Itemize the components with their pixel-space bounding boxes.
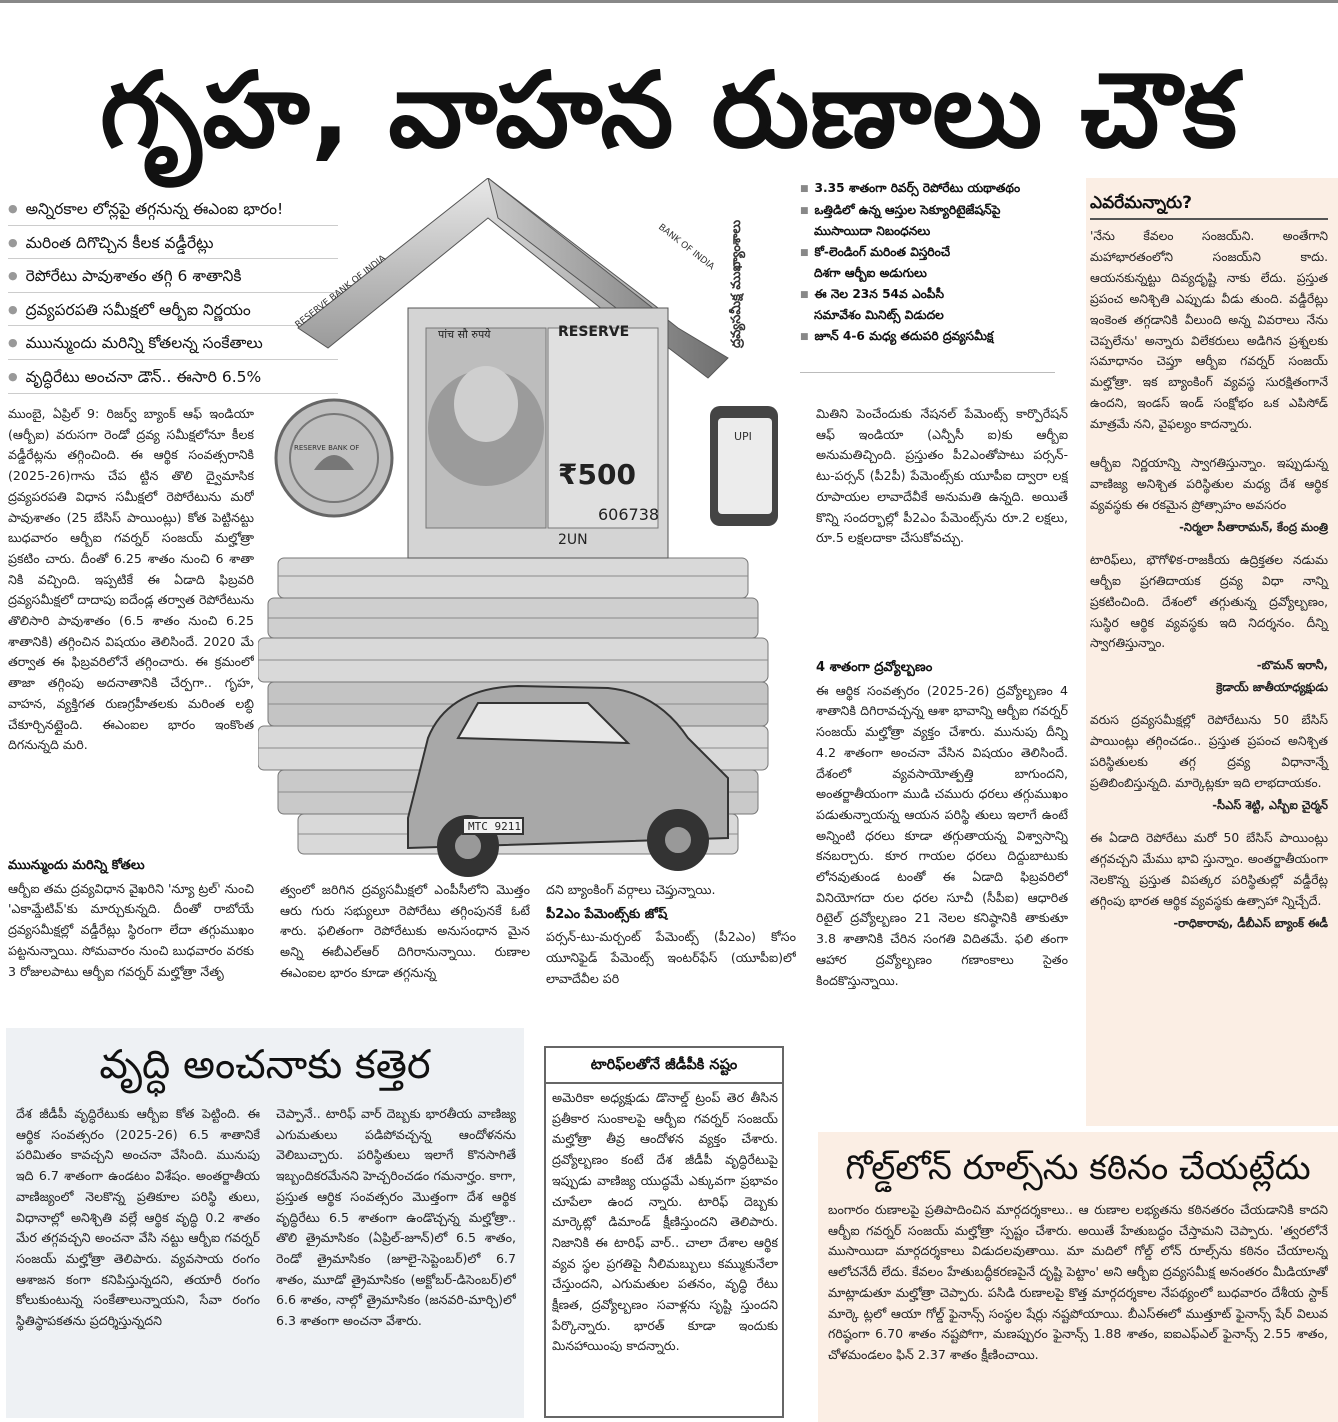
note-label: RESERVE BANK OF bbox=[294, 444, 360, 452]
highlight-item: ■ ఒత్తిడిలో ఉన్న ఆస్తుల సెక్యూరిటైజేషన్‌పై bbox=[800, 200, 1060, 222]
article-text: బంగారం రుణాలపై ప్రతిపాదించిన మార్గదర్శకాలు.. ఆ రుణాల లభ్యతను కఠినతరం చేయడానికి కాదని ఆర్బీఐ గవర్నర్ సంజయ్ మల్హోత్రా స్పష్టం చేశారు. అయితే హేతుబద్ధం చేస్తామని చెప్పారు. 'త్వరలోనే ముసాయిదా మార్గదర్శకాలు విడుదలవుతాయి. మా మదిలో గోల్డ్ లోన్ రూల్స్‌ను కఠినం చేయాలన్న ఆలోచనేదీ లేదు. కేవలం హేతుబద్ధీకరణపైనే దృష్టి పెట్టాం' అని ఆర్బీఐ ద్రవ్యసమీక్ష అనంతరం మీడియాతో మాట్లాడుతూ మల్హోత్రా చెప్పారు. పసిడి రుణాలపై కొత్త మార్గదర్శకాల నేపథ్యంలో బుధవారం దేశీయ స్టాక్ మార్కె ట్లలో ఆయా గోల్డ్ ఫైనాన్స్ సంస్థల షేర్లు నష్టపోయాయి. బీఎస్‌ఈలో ముత్తూట్ ఫైనాన్స్ షేర్ విలువ గరిష్ఠంగా 6.70 శాతం నష్టపోగా, మణప్పురం ఫైనాన్స్ 1.88 శాతం, ఐఐఎఫ్ఎల్ ఫైనాన్స్ 2.55 శాతం, చోళమండలం ఫిన్ 2.37 శాతం క్షీణించాయి. bbox=[828, 1202, 1328, 1362]
quote-attribution: -సీఎస్ శెట్టి, ఎస్బీఐ చైర్మన్ bbox=[1212, 797, 1328, 812]
money-house-graphic bbox=[258, 178, 778, 898]
bullet-item: ● మరింత దిగొచ్చిన కీలక వడ్డీరేట్లు bbox=[8, 226, 338, 260]
quote-text: 'నేను కేవలం సంజయ్‌ని. అంతేగాని మహాభారతంలోని సంజయ్‌ని కాదు. ఆయనకున్నట్టు దివ్యదృష్టి నాకు లేదు. ప్రస్తుత ప్రపంచ అనిశ్చితి ఎప్పుడు వీడు తుంది. వడ్డీరేట్లు ఇంకెంత తగ్గడానికి వీలుంది అన్న వివరాలు నేను చెప్పలేను' అన్నారు విలేకరులు అడిగిన ప్రశ్నలకు సమాధానం చెప్తూ ఆర్బీఐ గవర్నర్ సంజయ్ మల్హోత్రా. ఇక బ్యాంకింగ్ వ్యవస్థ సురక్షితంగానే ఉందని, ఇండస్ ఇండ్ సంక్షోభం ఒక ఎపిసోడ్ మాత్రమే నని, వైఫల్యం కాదన్నారు. bbox=[1090, 229, 1328, 432]
highlight-item: ■ ఈ నెల 23న 54వ ఎంపీసీ bbox=[800, 284, 1060, 306]
highlight-item: సమావేశం మినిట్స్ విడుదల bbox=[814, 308, 944, 322]
gold-title: గోల్డ్‌లోన్ రూల్స్‌ను కఠినం చేయట్లేదు bbox=[845, 1148, 1311, 1188]
quote-text: ఆర్బీఐ నిర్ణయాన్ని స్వాగతిస్తున్నాం. ఇప్పుడున్న వాణిజ్య అనిశ్చిత పరిస్థితుల మధ్య దేశ ఆర్థిక వ్యవస్థకు ఈ రకమైన ప్రోత్సాహం అవసరం bbox=[1090, 456, 1328, 512]
quote-text: వరుస ద్రవ్యసమీక్షల్లో రెపోరేటును 50 బేసిస్ పాయింట్లు తగ్గించడం.. ప్రస్తుత ప్రపంచ అనిశ్చిత పరిస్థితులకు తగ్గ ద్రవ్య విధానాన్నే ప్రతిబింబిస్తున్నది. మార్కెట్లకూ ఇది లాభదాయకం. bbox=[1090, 713, 1328, 791]
article-text: దని బ్యాంకింగ్ వర్గాలు చెప్తున్నాయి. bbox=[546, 882, 716, 897]
highlight-item: దిశగా ఆర్బీఐ అడుగులు bbox=[814, 266, 927, 280]
bullet-item: ● ముున్ముందు మరిన్ని కోతలన్న సంకేతాలు bbox=[8, 326, 338, 360]
growth-title: వృద్ధి అంచనాకు కత్తెర bbox=[99, 1042, 431, 1088]
vertical-caption: ద్రవ్యసమీక్ష ముఖ్యాంశాలు bbox=[729, 219, 744, 348]
bullet-item: ● ద్రవ్యపరపతి సమీక్షలో ఆర్బీఐ నిర్ణయం bbox=[8, 293, 338, 327]
quote-text: టారిఫ్‌లు, భౌగోళిక-రాజకీయ ఉద్రిక్తతల నడుమ ఆర్బీఐ ప్రగతిదాయక ద్రవ్య విధా నాన్ని ప్రకటించింది. దేశంలో తగ్గుతున్న ద్రవ్యోల్బణం, సుస్థిర ఆర్థిక వ్యవస్థకు ఇది నిదర్శనం. దీన్ని స్వాగతిస్తున్నాం. bbox=[1090, 552, 1328, 651]
highlight-item: ■ కో-లెండింగ్ మరింత విస్తరించే bbox=[800, 242, 1060, 264]
note-label: UPI bbox=[734, 430, 752, 443]
top-rule bbox=[0, 0, 1338, 6]
note-label: 2UN bbox=[558, 532, 588, 548]
tariff-body bbox=[552, 1088, 778, 1414]
article-col1b bbox=[8, 852, 254, 1024]
article-text: పర్సన్-టు-మర్చంట్ పేమెంట్స్ (పీ2ఎం) కోసం యూనిఫైడ్ పేమెంట్స్ ఇంటర్‌ఫేస్ (యూపీఐ)లో లావాదేవీల పరి bbox=[546, 929, 796, 986]
bullet-item: ● అన్నిరకాల లోన్లపై తగ్గనున్న ఈఎంఐ భారం! bbox=[8, 192, 338, 226]
bullet-item: ● వృద్ధిరేటు అంచనా డౌన్.. ఈసారి 6.5% bbox=[8, 360, 338, 394]
highlight-item: ముసాయిదా నిబంధనలు bbox=[814, 224, 931, 238]
article-col-mid2 bbox=[816, 654, 1068, 1124]
article-text: త్వంలో జరిగిన ద్రవ్యసమీక్షలో ఎంపీసీలోని మొత్తం ఆరు గురు సభ్యులూ రెపోరేటు తగ్గింపునకే ఓటే శారు. ఫలితంగా రెపోరేటుకు అనుసంధాన మైన అన్ని ఈబీఎల్ఆర్ దిగిరానున్నాయి. రుణాల ఈఎంఐల భారం కూడా తగ్గనున్న bbox=[280, 882, 530, 980]
quote-text: ఈ ఏడాది రెపోరేటు మరో 50 బేసిస్ పాయింట్లు తగ్గవచ్చని మేము భావి స్తున్నాం. అంతర్జాతీయంగా నెలకొన్న ప్రస్తుత విపత్కర పరిస్థితుల్లో వడ్డీరేట్ల తగ్గింపు భారత ఆర్థిక వ్యవస్థకు ఉత్సాహా న్నిచ్చేదే. bbox=[1090, 830, 1328, 908]
highlights-box bbox=[800, 178, 1060, 347]
note-label: ₹500 bbox=[558, 458, 636, 491]
lead-article-col1 bbox=[8, 404, 254, 830]
article-text: అమెరికా అధ్యక్షుడు డొనాల్డ్ ట్రంప్ తెర తీసిన ప్రతీకార సుంకాలపై ఆర్బీఐ గవర్నర్ సంజయ్ మల్హోత్రా తీవ్ర ఆందోళన వ్యక్తం చేశారు. ద్రవ్యోల్బణం కంటే దేశ జీడీపీ వృద్ధిరేటుపై ఇప్పుడు వాణిజ్య యుద్ధమే ఎక్కువగా ప్రభావం చూపేలా ఉంద న్నారు. టారిఫ్ దెబ్బకు మార్కెట్లో డిమాండ్ క్షీణిస్తుందని తెలిపారు. నిజానికి ఈ టారిఫ్ వార్.. చాలా దేశాల ఆర్థిక వ్యవ స్థల ప్రగతిపై నీలిమబ్బులు కమ్ముకునేలా చేస్తుందని, ఎగుమతుల పతనం, వృద్ధి రేటు క్షీణత, ద్రవ్యోల్బణం సవాళ్లను సృష్టి స్తుందని పేర్కొన్నారు. భారత్ కూడా ఇందుకు మినహాయింపు కాదన్నారు. bbox=[552, 1090, 778, 1354]
gold-body bbox=[828, 1200, 1328, 1416]
quote-attribution: -బొమన్ ఇరానీ, bbox=[1256, 658, 1328, 673]
tariff-title: టారిఫ్‌లతోనే జీడీపీకి నష్టం bbox=[544, 1046, 784, 1084]
highlight-item: ■ 3.35 శాతంగా రివర్స్ రెపోరేటు యథాతథం bbox=[800, 178, 1060, 200]
subheading: ముున్ముందు మరిన్ని కోతలు bbox=[8, 858, 145, 873]
growth-col-right bbox=[276, 1104, 516, 1414]
bullet-item: ● రెపోరేటు పావుశాతం తగ్గి 6 శాతానికి bbox=[8, 259, 338, 293]
quote-attribution: -రాధికారావు, డీబీఎస్ బ్యాంక్ ఈడీ bbox=[1173, 915, 1328, 930]
growth-col-left bbox=[16, 1104, 260, 1414]
article-col3b bbox=[546, 880, 796, 1040]
quotes-box bbox=[1090, 186, 1328, 946]
quotes-title: ఎవరేమన్నారు? bbox=[1090, 186, 1328, 220]
headline: గృహ, వాహన రుణాలు చౌక bbox=[100, 49, 1238, 171]
article-text: ఈ ఆర్థిక సంవత్సరం (2025-26) ద్రవ్యోల్బణం 4 శాతానికి దిగిరావచ్చన్న ఆశా భావాన్ని ఆర్బీఐ గవర్నర్ సంజయ్ మల్హోత్రా వ్యక్తం చేశారు. మునుపు దీన్ని 4.2 శాతంగా అంచనా వేసిన విషయం తెలిసిందే. దేశంలో వ్యవసాయోత్పత్తి బాగుందని, అంతర్జాతీయంగా ముడి చమురు ధరలు తగ్గుముఖం పడుతున్నాయన్న ఆయన పరిస్థి తులు ఇలాగే ఉంటే అన్నింటి ధరలు కూడా తగ్గుతాయన్న విశ్వాసాన్ని కనబర్చారు. కూర గాయల ధరలు దిద్దుబాటుకు లోనవుతుండ టంతో ఈ ఏడాది ఫిబ్రవరిలో వినియోగదా రుల ధరల సూచీ (సీపీఐ) ఆధారిత రిటైల్ ద్రవ్యోల్బణం 21 నెలల కనిష్ఠానికి తాకుతూ 3.8 శాతానికి చేరిన సంగతి విదితమే. ఫలి తంగా ఆహార ద్రవ్యోల్బణం గణాంకాలు సైతం కిందకొస్తున్నాయి. bbox=[816, 682, 1068, 988]
highlight-item: ■ జూన్ 4-6 మధ్య తదుపరి ద్రవ్యసమీక్ష bbox=[800, 326, 1060, 348]
subheading: 4 శాతంగా ద్రవ్యోల్బణం bbox=[816, 660, 933, 675]
article-text: ఆర్బీఐ తమ ద్రవ్యవిధాన వైఖరిని 'న్యూ ట్రల్' నుంచి 'ఎకామ్డేటివ్'కు మార్చుకున్నది. దీంతో రాబోయే ద్రవ్యసమీక్షల్లో వడ్డీరేట్లు స్థిరంగా లేదా తగ్గుముఖం పట్టనున్నాయి. సోమవారం నుంచి బుధవారం వరకు 3 రోజులపాటు ఆర్బీఐ గవర్నర్ మల్హోత్రా నేతృ bbox=[8, 880, 254, 979]
note-label: पांच सौ रुपये bbox=[438, 328, 491, 341]
article-text: ముంబై, ఏప్రిల్ 9: రిజర్వ్ బ్యాంక్ ఆఫ్ ఇండియా (ఆర్బీఐ) వరుసగా రెండో ద్రవ్య సమీక్షలోనూ కీలక వడ్డీరేట్లను తగ్గించింది. ఈ ఆర్థిక సంవత్సరానికి (2025-26)గాను చేప ట్టిన తొలి ద్వైమాసిక ద్రవ్యపరపతి విధాన సమీక్షలో రెపోరేటును మరో పావుశాతం (25 బేసిస్ పాయింట్లు) కోత పెట్టినట్టు బుధవారం ఆర్బీఐ గవర్నర్ సంజయ్ మల్హోత్రా ప్రకటిం చారు. దీంతో 6.25 శాతం నుంచి 6 శాతా నికి వచ్చింది. ఇప్పటికే ఈ ఏడాది ఫిబ్రవరి ద్రవ్యసమీక్షలో దాదాపు ఐదేండ్ల తర్వాత రెపోరేటును తొలిసారి పావుశాతం (6.5 శాతం నుంచి 6.25 శాతానికి) తగ్గించిన విషయం తెలిసిందే. 2020 మే తర్వాత ఈ ఫిబ్రవరిలోనే తగ్గించారు. ఈ క్రమంలో తాజా తగ్గింపు అదనాతానికి చేర్పగా.. గృహ, వాహన, వ్యక్తిగత రుణగ్రహీతలకు మరింత లబ్ధి చేకూర్చినట్లైంది. ఈఎంఐల భారం ఇంకొంత దిగనున్నది మరి. bbox=[8, 406, 254, 753]
article-text: చెప్పానే.. టారిఫ్ వార్ దెబ్బకు భారతీయ వాణిజ్య ఎగుమతులు పడిపోవచ్చన్న ఆందోళనను వెలిబుచ్చారు. పరిస్థితులు ఇలాగే కొనసాగితే ఇబ్బందికరమేనని హెచ్చరించడం గమనార్హం. కాగా, ప్రస్తుత ఆర్థిక సంవత్సరం మొత్తంగా దేశ ఆర్థిక వృద్ధిరేటు 6.5 శాతంగా ఉండొచ్చన్న మల్హోత్రా.. తొలి త్రైమాసికం (ఏప్రిల్-జూన్)లో 6.5 శాతం, రెండో త్రైమాసికం (జూలై-సెప్టెంబర్)లో 6.7 శాతం, మూడో త్రైమాసికం (అక్టోబర్-డిసెంబర్)లో 6.6 శాతం, నాల్గో త్రైమాసికం (జనవరి-మార్చి)లో 6.3 శాతంగా అంచనా వేశారు. bbox=[276, 1106, 516, 1329]
article-text: దేశ జీడీపీ వృద్ధిరేటుకు ఆర్బీఐ కోత పెట్టింది. ఈ ఆర్థిక సంవత్సరం (2025-26) 6.5 శాతానికే పరిమితం కావచ్చని అంచనా వేసింది. మునుపు ఇది 6.7 శాతంగా ఉండటం విశేషం. అంతర్జాతీయ వాణిజ్యంలో నెలకొన్న ప్రతికూల పరిస్థి తులు, విధానాల్లో అనిశ్చితి వల్లే ఆర్థిక వృద్ధి 0.2 శాతం మేర తగ్గవచ్చని అంచనా వేసి నట్టు ఆర్బీఐ గవర్నర్ సంజయ్ మల్హోత్రా తెలిపారు. వ్యవసాయ రంగం ఆశాజన కంగా కనిపిస్తున్నదని, తయారీ రంగం కోలుకుంటున్న సంకేతాలున్నాయని, సేవా రంగం స్థితిస్థాపకతను ప్రదర్శిస్తున్నదని bbox=[16, 1106, 260, 1329]
divider bbox=[800, 372, 1055, 373]
article-col2b bbox=[280, 880, 530, 1020]
subheading: పీ2ఎం పేమెంట్స్‌కు జోష్ bbox=[546, 906, 668, 922]
quote-attribution: -నిర్మలా సీతారామన్, కేంద్ర మంత్రి bbox=[1179, 519, 1328, 534]
article-text: మితిని పెంచేందుకు నేషనల్ పేమెంట్స్ కార్పొరేషన్ ఆఫ్ ఇండియా (ఎన్పీసీ ఐ)కు ఆర్బీఐ అనుమతిచ్చింది. ప్రస్తుతం పీ2ఎంతోపాటు పర్సన్-టు-పర్సన్ (పీ2పీ) పేమెంట్స్‌కు యూపీఐ ద్వారా లక్ష రూపాయల లావాదేవీకే అనుమతి ఉన్నది. అయితే కొన్ని సందర్భాల్లో పీ2ఎం పేమెంట్స్‌ను రూ.2 లక్షలు, రూ.5 లక్షలదాకా చేసుకోవచ్చు. bbox=[816, 406, 1068, 546]
article-col-mid bbox=[816, 404, 1068, 634]
note-label: RESERVE BANK OF INDIA bbox=[293, 253, 389, 331]
note-label: RESERVE bbox=[558, 324, 630, 340]
money-house-illustration bbox=[258, 178, 778, 898]
note-label: 606738 bbox=[598, 505, 660, 524]
note-label: BANK OF INDIA bbox=[656, 222, 716, 273]
note-label: MTC 9211 bbox=[468, 820, 521, 833]
quote-attribution: క్రెడాయ్ జాతీయాధ్యక్షుడు bbox=[1216, 680, 1328, 695]
